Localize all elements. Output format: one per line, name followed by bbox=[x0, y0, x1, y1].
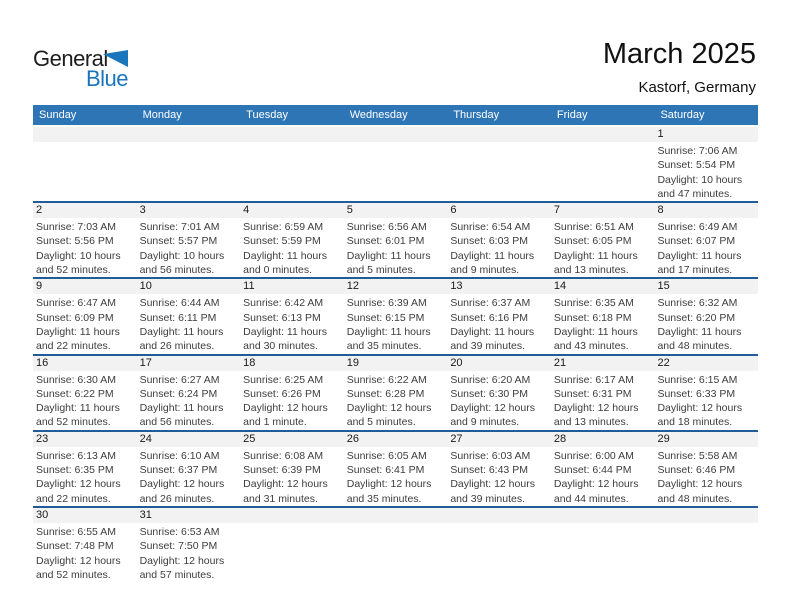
day-number bbox=[240, 508, 344, 523]
day-detail-line: and 5 minutes. bbox=[346, 264, 416, 277]
day-detail-line: Sunrise: 6:56 AM bbox=[346, 221, 427, 234]
day-detail-line: Daylight: 12 hours bbox=[450, 402, 535, 415]
day-detail-line: and 39 minutes. bbox=[450, 340, 526, 353]
day-detail-line: Daylight: 11 hours bbox=[36, 325, 120, 338]
day-number: 16 bbox=[33, 356, 137, 371]
day-details bbox=[551, 218, 655, 277]
day-number: 12 bbox=[344, 279, 448, 294]
day-cell bbox=[137, 203, 241, 277]
day-detail-line: Sunrise: 6:44 AM bbox=[139, 297, 220, 310]
day-number: 9 bbox=[33, 279, 137, 294]
day-details bbox=[344, 218, 448, 277]
day-details bbox=[447, 447, 551, 506]
day-detail-line: Sunset: 5:54 PM bbox=[657, 159, 736, 172]
day-detail-line: Sunrise: 5:58 AM bbox=[657, 449, 738, 462]
day-details bbox=[654, 294, 758, 353]
day-cell bbox=[240, 279, 344, 353]
day-detail-line: Daylight: 12 hours bbox=[139, 554, 225, 567]
day-detail-line: Sunrise: 6:27 AM bbox=[139, 373, 220, 386]
day-detail-line: Sunset: 6:31 PM bbox=[553, 387, 632, 400]
day-detail-line: Sunset: 6:03 PM bbox=[450, 235, 528, 248]
day-detail-line: and 52 minutes. bbox=[36, 264, 111, 277]
day-detail-line: Sunrise: 6:15 AM bbox=[657, 373, 738, 386]
day-detail-line: Sunrise: 6:35 AM bbox=[553, 297, 634, 310]
day-details bbox=[654, 447, 758, 506]
day-details bbox=[654, 142, 758, 201]
weekday-header: Wednesday bbox=[349, 109, 408, 121]
day-detail-line: Sunrise: 6:20 AM bbox=[450, 373, 531, 386]
day-number: 3 bbox=[137, 203, 241, 218]
day-detail-line: Sunrise: 6:53 AM bbox=[139, 525, 220, 538]
day-detail-line: Daylight: 12 hours bbox=[657, 402, 743, 415]
day-cell bbox=[654, 127, 758, 201]
day-detail-line: Sunset: 6:18 PM bbox=[553, 311, 632, 324]
day-cell bbox=[137, 432, 241, 506]
day-detail-line: Sunrise: 7:01 AM bbox=[139, 221, 220, 234]
day-detail-line: Sunrise: 6:08 AM bbox=[243, 449, 324, 462]
day-number bbox=[447, 127, 551, 142]
day-detail-line: Sunrise: 6:42 AM bbox=[243, 297, 324, 310]
day-detail-line: Sunrise: 6:30 AM bbox=[36, 373, 116, 386]
day-details bbox=[33, 371, 137, 430]
weekday-header: Sunday bbox=[39, 109, 77, 121]
day-detail-line: and 18 minutes. bbox=[657, 416, 733, 429]
day-cell bbox=[240, 356, 344, 430]
day-detail-line: Daylight: 12 hours bbox=[553, 402, 639, 415]
day-detail-line: Daylight: 11 hours bbox=[657, 249, 742, 262]
day-detail-line: and 30 minutes. bbox=[243, 340, 318, 353]
day-number: 14 bbox=[551, 279, 655, 294]
day-details bbox=[33, 294, 137, 353]
day-details bbox=[240, 218, 344, 277]
day-cell bbox=[551, 432, 655, 506]
day-number: 27 bbox=[447, 432, 551, 447]
day-detail-line: and 48 minutes. bbox=[657, 492, 733, 505]
day-detail-line: and 5 minutes. bbox=[346, 416, 416, 429]
day-details bbox=[240, 447, 344, 506]
day-detail-line: Sunset: 7:48 PM bbox=[36, 540, 114, 553]
day-detail-line: Sunset: 6:07 PM bbox=[657, 235, 736, 248]
day-cell bbox=[654, 356, 758, 430]
day-detail-line: and 26 minutes. bbox=[139, 492, 215, 505]
day-detail-line: and 44 minutes. bbox=[553, 492, 629, 505]
day-details bbox=[137, 523, 241, 582]
day-number: 6 bbox=[447, 203, 551, 218]
day-detail-line: Daylight: 11 hours bbox=[553, 249, 638, 262]
empty-day-cell bbox=[240, 508, 344, 582]
day-detail-line: Sunset: 6:20 PM bbox=[657, 311, 736, 324]
day-number: 7 bbox=[551, 203, 655, 218]
day-cell bbox=[240, 432, 344, 506]
day-cell bbox=[33, 203, 137, 277]
day-detail-line: and 22 minutes. bbox=[36, 492, 111, 505]
day-detail-line: and 35 minutes. bbox=[346, 340, 422, 353]
week-row bbox=[33, 506, 758, 582]
day-detail-line: Daylight: 11 hours bbox=[657, 325, 742, 338]
empty-day-cell bbox=[654, 508, 758, 582]
day-cell bbox=[137, 356, 241, 430]
day-detail-line: and 52 minutes. bbox=[36, 416, 111, 429]
day-detail-line: Sunrise: 7:06 AM bbox=[657, 145, 738, 157]
day-cell bbox=[344, 356, 448, 430]
day-cell bbox=[551, 203, 655, 277]
day-detail-line: Daylight: 12 hours bbox=[243, 478, 328, 491]
day-detail-line: and 0 minutes. bbox=[243, 264, 313, 277]
day-detail-line: Sunset: 6:33 PM bbox=[657, 387, 736, 400]
day-number bbox=[654, 508, 758, 523]
day-number: 26 bbox=[344, 432, 448, 447]
logo-text-blue: Blue bbox=[86, 66, 129, 91]
day-details bbox=[33, 218, 137, 277]
day-number bbox=[551, 127, 655, 142]
day-detail-line: Sunrise: 7:03 AM bbox=[36, 221, 116, 234]
day-detail-line: Sunset: 6:13 PM bbox=[243, 311, 321, 324]
day-details bbox=[654, 371, 758, 430]
day-number: 28 bbox=[551, 432, 655, 447]
empty-day-cell bbox=[447, 127, 551, 201]
day-details bbox=[33, 447, 137, 506]
day-detail-line: Sunset: 7:50 PM bbox=[139, 540, 218, 553]
day-number bbox=[137, 127, 241, 142]
day-detail-line: Sunset: 6:46 PM bbox=[657, 464, 736, 477]
day-number: 29 bbox=[654, 432, 758, 447]
day-cell bbox=[33, 508, 137, 582]
day-number bbox=[551, 508, 655, 523]
day-detail-line: Sunset: 6:09 PM bbox=[36, 311, 114, 324]
title-block bbox=[603, 40, 756, 96]
day-detail-line: Sunset: 6:39 PM bbox=[243, 464, 321, 477]
day-detail-line: Sunset: 6:26 PM bbox=[243, 387, 321, 400]
day-details bbox=[137, 218, 241, 277]
day-detail-line: Sunrise: 6:37 AM bbox=[450, 297, 531, 310]
day-detail-line: Daylight: 11 hours bbox=[243, 249, 328, 262]
day-detail-line: and 56 minutes. bbox=[139, 264, 215, 277]
day-detail-line: and 52 minutes. bbox=[36, 568, 111, 581]
day-number: 13 bbox=[447, 279, 551, 294]
empty-day-cell bbox=[33, 127, 137, 201]
day-detail-line: Sunset: 6:35 PM bbox=[36, 464, 114, 477]
week-row bbox=[33, 127, 758, 201]
day-details bbox=[551, 294, 655, 353]
day-number: 1 bbox=[654, 127, 758, 142]
day-detail-line: Sunrise: 6:25 AM bbox=[243, 373, 324, 386]
day-detail-line: Sunrise: 6:55 AM bbox=[36, 525, 116, 538]
day-number: 18 bbox=[240, 356, 344, 371]
day-number: 24 bbox=[137, 432, 241, 447]
day-detail-line: Daylight: 11 hours bbox=[450, 249, 535, 262]
day-cell bbox=[447, 432, 551, 506]
day-detail-line: Sunset: 6:30 PM bbox=[450, 387, 528, 400]
day-cell bbox=[654, 432, 758, 506]
weekday-header: Friday bbox=[556, 109, 588, 121]
day-cell bbox=[33, 356, 137, 430]
weekday-header: Tuesday bbox=[246, 109, 288, 121]
day-detail-line: Sunrise: 6:51 AM bbox=[553, 221, 634, 234]
day-detail-line: Sunset: 6:05 PM bbox=[553, 235, 632, 248]
day-number: 23 bbox=[33, 432, 137, 447]
day-detail-line: Daylight: 12 hours bbox=[553, 478, 639, 491]
day-number bbox=[344, 508, 448, 523]
day-number: 20 bbox=[447, 356, 551, 371]
day-detail-line: Daylight: 12 hours bbox=[346, 478, 432, 491]
day-detail-line: and 43 minutes. bbox=[553, 340, 629, 353]
day-number bbox=[344, 127, 448, 142]
empty-day-cell bbox=[240, 127, 344, 201]
day-details bbox=[447, 294, 551, 353]
day-detail-line: Sunrise: 6:05 AM bbox=[346, 449, 427, 462]
day-detail-line: Daylight: 12 hours bbox=[243, 402, 328, 415]
day-detail-line: Daylight: 11 hours bbox=[346, 249, 431, 262]
day-details bbox=[447, 218, 551, 277]
day-detail-line: Sunrise: 6:13 AM bbox=[36, 449, 116, 462]
empty-day-cell bbox=[551, 127, 655, 201]
day-detail-line: Daylight: 11 hours bbox=[139, 325, 224, 338]
day-details bbox=[551, 447, 655, 506]
day-detail-line: and 39 minutes. bbox=[450, 492, 526, 505]
day-detail-line: Daylight: 11 hours bbox=[139, 402, 224, 415]
day-details bbox=[240, 371, 344, 430]
day-detail-line: Sunrise: 6:47 AM bbox=[36, 297, 116, 310]
day-detail-line: and 35 minutes. bbox=[346, 492, 422, 505]
week-row bbox=[33, 430, 758, 506]
page-subtitle: Kastorf, Germany bbox=[638, 79, 756, 96]
day-detail-line: Daylight: 11 hours bbox=[243, 325, 328, 338]
day-cell bbox=[551, 356, 655, 430]
logo-text-general: General bbox=[33, 46, 108, 71]
day-detail-line: Sunset: 6:15 PM bbox=[346, 311, 425, 324]
week-row bbox=[33, 201, 758, 277]
day-detail-line: Sunrise: 6:10 AM bbox=[139, 449, 220, 462]
day-number: 2 bbox=[33, 203, 137, 218]
day-number bbox=[447, 508, 551, 523]
day-number: 21 bbox=[551, 356, 655, 371]
day-detail-line: Sunset: 6:11 PM bbox=[139, 311, 217, 324]
day-detail-line: Daylight: 10 hours bbox=[139, 249, 225, 262]
day-cell bbox=[447, 279, 551, 353]
week-row bbox=[33, 354, 758, 430]
day-number: 11 bbox=[240, 279, 344, 294]
weekday-header-row bbox=[33, 105, 758, 125]
day-cell bbox=[344, 432, 448, 506]
empty-day-cell bbox=[551, 508, 655, 582]
day-detail-line: Daylight: 11 hours bbox=[36, 402, 120, 415]
day-detail-line: Sunrise: 6:03 AM bbox=[450, 449, 531, 462]
day-cell bbox=[654, 203, 758, 277]
day-detail-line: and 31 minutes. bbox=[243, 492, 318, 505]
day-details bbox=[137, 447, 241, 506]
day-detail-line: and 22 minutes. bbox=[36, 340, 111, 353]
day-details bbox=[137, 371, 241, 430]
day-cell bbox=[447, 203, 551, 277]
day-detail-line: Sunset: 6:44 PM bbox=[553, 464, 632, 477]
day-number: 22 bbox=[654, 356, 758, 371]
day-detail-line: Sunrise: 6:22 AM bbox=[346, 373, 427, 386]
day-detail-line: and 1 minute. bbox=[243, 416, 307, 429]
day-detail-line: Daylight: 11 hours bbox=[346, 325, 431, 338]
page-title: March 2025 bbox=[602, 38, 756, 70]
day-detail-line: Daylight: 12 hours bbox=[36, 554, 121, 567]
day-cell bbox=[344, 203, 448, 277]
day-detail-line: Sunset: 5:59 PM bbox=[243, 235, 321, 248]
day-detail-line: Sunset: 5:57 PM bbox=[139, 235, 218, 248]
calendar-grid bbox=[33, 127, 758, 582]
day-detail-line: Sunset: 6:22 PM bbox=[36, 387, 114, 400]
day-cell bbox=[447, 356, 551, 430]
day-details bbox=[33, 523, 137, 582]
day-details bbox=[654, 218, 758, 277]
day-detail-line: Daylight: 12 hours bbox=[36, 478, 121, 491]
day-number: 30 bbox=[33, 508, 137, 523]
day-detail-line: Sunset: 6:41 PM bbox=[346, 464, 425, 477]
day-detail-line: Sunrise: 6:54 AM bbox=[450, 221, 531, 234]
day-detail-line: Daylight: 10 hours bbox=[657, 173, 743, 186]
day-number bbox=[33, 127, 137, 142]
day-details bbox=[240, 294, 344, 353]
day-number: 10 bbox=[137, 279, 241, 294]
calendar-table bbox=[33, 105, 758, 582]
day-detail-line: and 56 minutes. bbox=[139, 416, 215, 429]
day-detail-line: Sunset: 6:28 PM bbox=[346, 387, 425, 400]
day-detail-line: and 17 minutes. bbox=[657, 264, 733, 277]
day-details bbox=[447, 371, 551, 430]
day-detail-line: Daylight: 12 hours bbox=[139, 478, 225, 491]
day-cell bbox=[344, 279, 448, 353]
day-detail-line: and 13 minutes. bbox=[553, 264, 629, 277]
day-detail-line: Sunset: 6:37 PM bbox=[139, 464, 218, 477]
empty-day-cell bbox=[344, 127, 448, 201]
day-detail-line: Daylight: 12 hours bbox=[346, 402, 432, 415]
day-number: 5 bbox=[344, 203, 448, 218]
day-number: 19 bbox=[344, 356, 448, 371]
day-cell bbox=[240, 203, 344, 277]
day-cell bbox=[33, 279, 137, 353]
day-number: 17 bbox=[137, 356, 241, 371]
empty-day-cell bbox=[447, 508, 551, 582]
weekday-header: Monday bbox=[142, 109, 182, 121]
day-detail-line: and 13 minutes. bbox=[553, 416, 629, 429]
day-detail-line: and 48 minutes. bbox=[657, 340, 733, 353]
empty-day-cell bbox=[137, 127, 241, 201]
day-detail-line: and 9 minutes. bbox=[450, 264, 520, 277]
day-detail-line: Daylight: 11 hours bbox=[553, 325, 638, 338]
day-detail-line: Sunrise: 6:17 AM bbox=[553, 373, 634, 386]
day-detail-line: Daylight: 12 hours bbox=[450, 478, 535, 491]
day-detail-line: Sunrise: 6:49 AM bbox=[657, 221, 738, 234]
day-number: 4 bbox=[240, 203, 344, 218]
day-details bbox=[344, 371, 448, 430]
day-number: 31 bbox=[137, 508, 241, 523]
day-detail-line: Sunrise: 6:00 AM bbox=[553, 449, 634, 462]
day-number: 25 bbox=[240, 432, 344, 447]
day-cell bbox=[137, 508, 241, 582]
day-number: 15 bbox=[654, 279, 758, 294]
day-detail-line: Sunset: 5:56 PM bbox=[36, 235, 114, 248]
empty-day-cell bbox=[344, 508, 448, 582]
weekday-header: Saturday bbox=[660, 109, 705, 121]
day-detail-line: Sunrise: 6:39 AM bbox=[346, 297, 427, 310]
day-cell bbox=[654, 279, 758, 353]
day-details bbox=[344, 294, 448, 353]
day-detail-line: Daylight: 12 hours bbox=[657, 478, 743, 491]
day-details bbox=[344, 447, 448, 506]
day-details bbox=[137, 294, 241, 353]
day-number bbox=[240, 127, 344, 142]
day-detail-line: and 57 minutes. bbox=[139, 568, 215, 581]
weekday-header: Thursday bbox=[453, 109, 500, 121]
day-detail-line: Sunrise: 6:59 AM bbox=[243, 221, 324, 234]
day-detail-line: Sunrise: 6:32 AM bbox=[657, 297, 738, 310]
day-detail-line: Sunset: 6:01 PM bbox=[346, 235, 425, 248]
day-cell bbox=[551, 279, 655, 353]
day-detail-line: Sunset: 6:16 PM bbox=[450, 311, 528, 324]
day-detail-line: Sunset: 6:24 PM bbox=[139, 387, 218, 400]
day-number: 8 bbox=[654, 203, 758, 218]
week-row bbox=[33, 277, 758, 353]
day-detail-line: and 47 minutes. bbox=[657, 187, 733, 200]
day-detail-line: Daylight: 10 hours bbox=[36, 249, 121, 262]
day-detail-line: Daylight: 11 hours bbox=[450, 325, 535, 338]
day-cell bbox=[137, 279, 241, 353]
day-detail-line: and 9 minutes. bbox=[450, 416, 520, 429]
day-details bbox=[551, 371, 655, 430]
day-cell bbox=[33, 432, 137, 506]
day-detail-line: and 26 minutes. bbox=[139, 340, 215, 353]
general-blue-logo bbox=[33, 46, 173, 92]
day-detail-line: Sunset: 6:43 PM bbox=[450, 464, 528, 477]
